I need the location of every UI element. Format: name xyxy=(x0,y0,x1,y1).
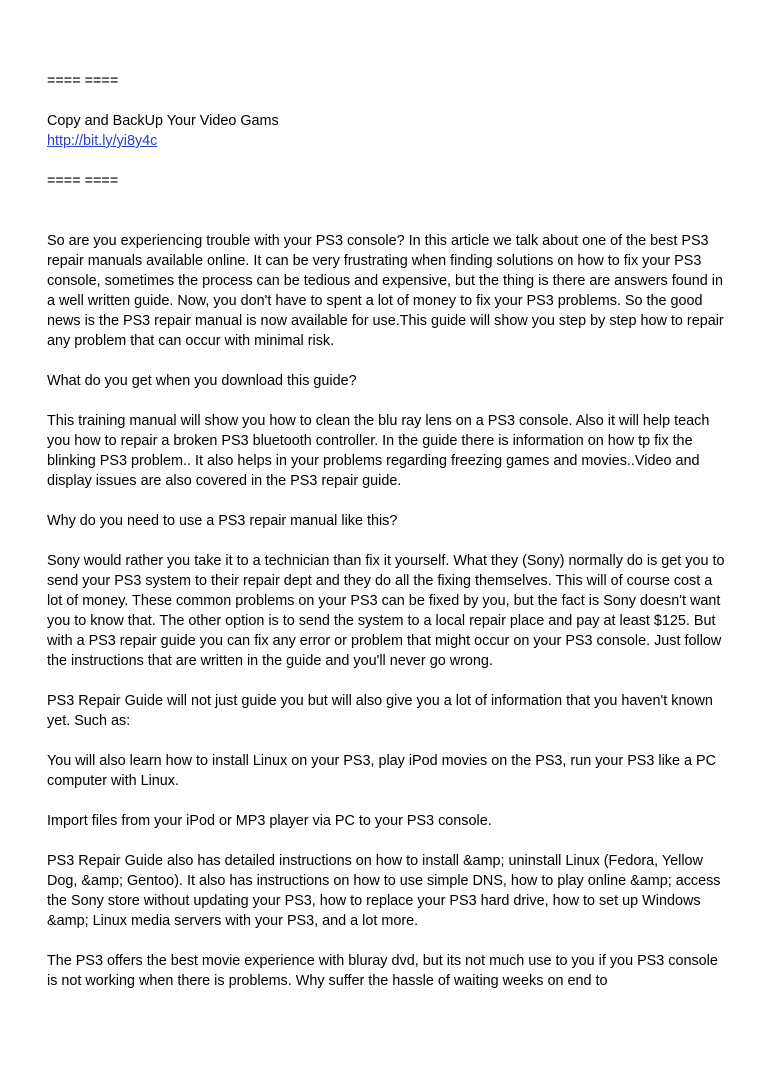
spacer xyxy=(47,151,727,171)
spacer xyxy=(47,91,727,111)
article-question-why: Why do you need to use a PS3 repair manual like this? xyxy=(47,513,398,529)
promo-header xyxy=(47,71,727,231)
article-question-download: What do you get when you download this guide? xyxy=(47,373,357,389)
promo-title: Copy and BackUp Your Video Gams xyxy=(47,113,279,129)
spacer xyxy=(47,191,727,231)
article-paragraph-guide-info: PS3 Repair Guide will not just guide you but will also give you a lot of information that you haven't known yet. Such as: xyxy=(47,693,713,729)
article-paragraph-import: Import files from your iPod or MP3 player via PC to your PS3 console. xyxy=(47,813,492,829)
article-paragraph-features: This training manual will show you how to clean the blu ray lens on a PS3 console. Also it will help teach you how to repair a broken PS3 bluetooth controller. In the guide there is information on how tp fix the blinking PS3 problem.. It also helps in your problems regarding freezing games and movies..Video and display issues are also covered in the PS3 repair guide. xyxy=(47,413,710,489)
article-paragraph-bluray: The PS3 offers the best movie experience with bluray dvd, but its not much use to you if you PS3 console is not working when there is problems. Why suffer the hassle of waiting weeks on end to xyxy=(47,953,718,989)
article-paragraph-instructions: PS3 Repair Guide also has detailed instructions on how to install &amp; uninstall Linux (Fedora, Yellow Dog, &amp; Gentoo). It also has instructions on how to use simple DNS, how to play online &amp; access the Sony store without updating your PS3, how to replace your PS3 hard drive, how to set up Windows &amp; Linux media servers with your PS3, and a lot more. xyxy=(47,853,721,929)
article-paragraph-linux: You will also learn how to install Linux on your PS3, play iPod movies on the PS3, run your PS3 like a PC computer with Linux. xyxy=(47,753,716,789)
article-paragraph-sony: Sony would rather you take it to a technician than fix it yourself. What they (Sony) normally do is get you to send your PS3 system to their repair dept and they do all the fixing themselves. This will of course cost a lot of money. These common problems on your PS3 can be fixed by you, but the fact is Sony doesn't want you to know that. The other option is to send the system to a local repair place and pay at least $125. But with a PS3 repair guide you can fix any error or problem that might occur on your PS3 console. Just follow the instructions that are written in the guide and you'll never go wrong. xyxy=(47,553,725,669)
article-paragraph-intro: So are you experiencing trouble with your PS3 console? In this article we talk about one of the best PS3 repair manuals available online. It can be very frustrating when finding solutions on how to fix your PS3 console, sometimes the process can be tedious and expensive, but the thing is there are answers found in a well written guide. Now, you don't have to spent a lot of money to fix your PS3 problems. So the good news is the PS3 repair manual is now available for use.This guide will show you step by step how to repair any problem that can occur with minimal risk. xyxy=(47,233,724,349)
separator-bottom: ==== ==== xyxy=(47,173,119,189)
document-body xyxy=(47,71,727,1011)
separator-top: ==== ==== xyxy=(47,73,119,89)
promo-link[interactable]: http://bit.ly/yi8y4c xyxy=(47,133,158,149)
article-body xyxy=(47,231,727,991)
